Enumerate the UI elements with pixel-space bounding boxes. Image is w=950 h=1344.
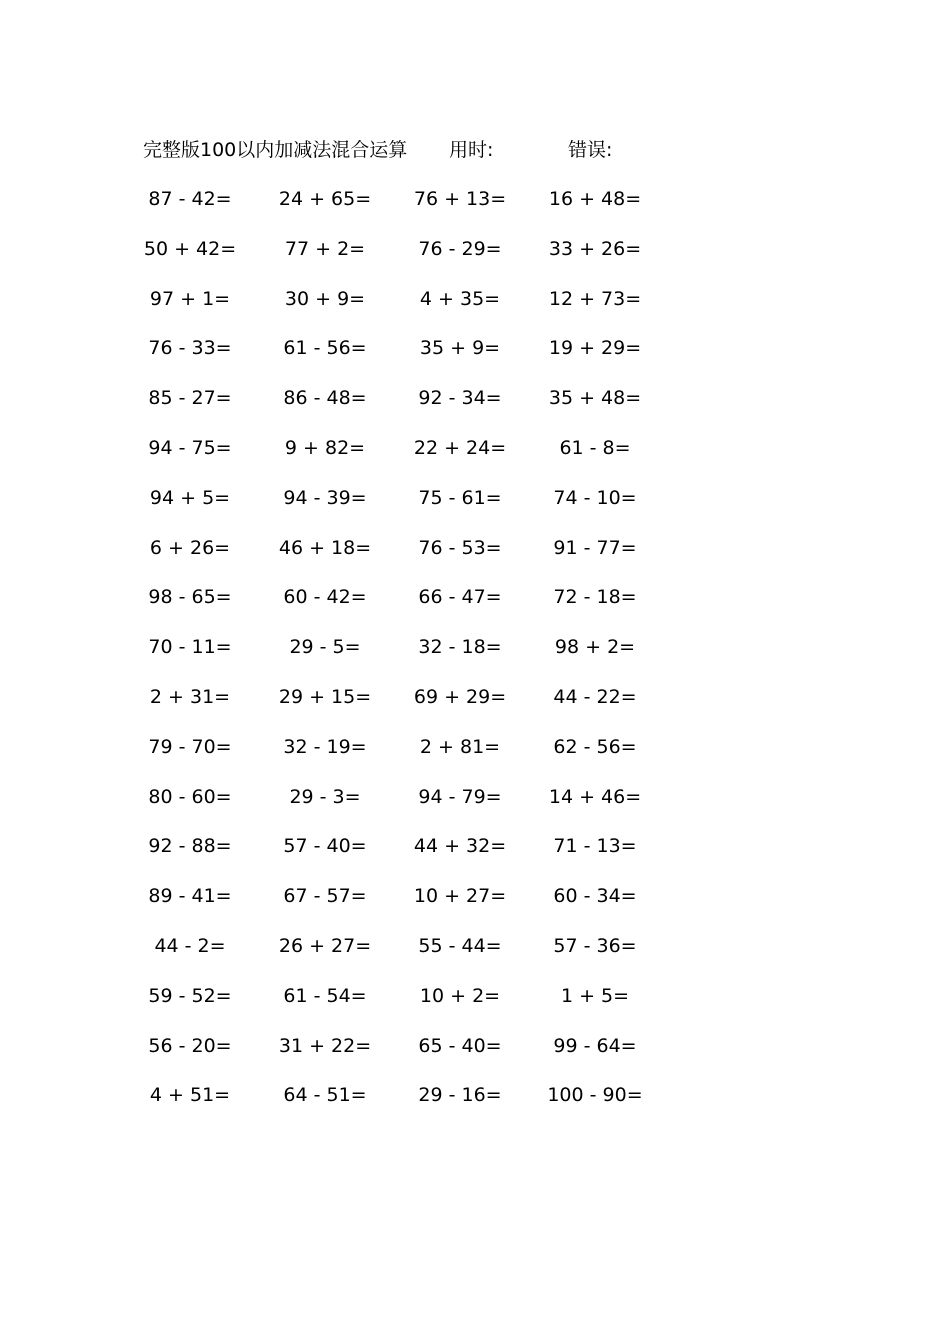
problem-item: 33 + 26= [548, 237, 642, 260]
problem-item: 89 - 41= [148, 885, 232, 908]
problem-item: 32 - 18= [418, 636, 502, 659]
problem-item: 61 - 56= [283, 337, 367, 360]
problem-item: 24 + 65= [278, 188, 372, 210]
problem-item: 16 + 48= [548, 188, 642, 210]
problem-item: 35 + 48= [548, 387, 642, 410]
problem-item: 31 + 22= [278, 1034, 372, 1057]
problem-item: 64 - 51= [283, 1084, 367, 1107]
problem-item: 97 + 1= [149, 287, 231, 310]
problem-item: 57 - 36= [553, 934, 637, 957]
problem-item: 94 - 75= [148, 436, 232, 459]
problem-item: 60 - 42= [283, 586, 367, 609]
problem-item: 56 - 20= [148, 1034, 232, 1057]
problem-item: 75 - 61= [418, 486, 502, 509]
problem-row [143, 1081, 663, 1131]
problem-item: 76 + 13= [413, 188, 507, 210]
problem-grid [143, 185, 663, 1131]
problem-item: 9 + 82= [284, 436, 366, 459]
problem-item: 30 + 9= [284, 287, 366, 310]
problem-item: 35 + 9= [419, 337, 501, 360]
problem-item: 1 + 5= [560, 984, 630, 1007]
problem-item: 80 - 60= [148, 785, 232, 808]
problem-item: 55 - 44= [418, 934, 502, 957]
problem-row [143, 683, 663, 733]
problem-item: 91 - 77= [553, 536, 637, 559]
problem-row [143, 583, 663, 633]
problem-item: 100 - 90= [547, 1084, 643, 1107]
problem-item: 19 + 29= [548, 337, 642, 360]
problem-item: 2 + 31= [149, 685, 231, 708]
problem-item: 94 - 79= [418, 785, 502, 808]
problem-item: 6 + 26= [149, 536, 231, 559]
errors-label: 错误: [568, 139, 613, 161]
problem-item: 29 + 15= [278, 685, 372, 708]
problem-item: 76 - 53= [418, 536, 502, 559]
problem-item: 26 + 27= [278, 934, 372, 957]
problem-item: 4 + 51= [149, 1084, 231, 1107]
problem-item: 57 - 40= [283, 835, 367, 858]
problem-item: 62 - 56= [553, 735, 637, 758]
problem-row [143, 235, 663, 285]
problem-item: 29 - 16= [418, 1084, 502, 1107]
problem-row [143, 185, 663, 235]
problem-row [143, 384, 663, 434]
problem-row [143, 882, 663, 932]
problem-item: 76 - 33= [148, 337, 232, 360]
problem-item: 74 - 10= [553, 486, 637, 509]
problem-item: 71 - 13= [553, 835, 637, 858]
problem-row [143, 733, 663, 783]
problem-item: 99 - 64= [553, 1034, 637, 1057]
problem-item: 44 + 32= [413, 835, 507, 858]
problem-row [143, 932, 663, 982]
problem-item: 94 + 5= [149, 486, 231, 509]
problem-row [143, 334, 663, 384]
problem-item: 44 - 2= [154, 934, 226, 957]
problem-item: 12 + 73= [548, 287, 642, 310]
problem-item: 29 - 5= [289, 636, 361, 659]
problem-row [143, 285, 663, 335]
problem-item: 59 - 52= [148, 984, 232, 1007]
problem-item: 22 + 24= [413, 436, 507, 459]
problem-item: 32 - 19= [283, 735, 367, 758]
problem-item: 10 + 2= [419, 984, 501, 1007]
problem-row [143, 783, 663, 833]
problem-item: 46 + 18= [278, 536, 372, 559]
problem-row [143, 534, 663, 584]
problem-item: 72 - 18= [553, 586, 637, 609]
time-used-label: 用时: [449, 139, 494, 161]
worksheet-title: 完整版100以内加减法混合运算 [143, 139, 408, 161]
problem-item: 66 - 47= [418, 586, 502, 609]
problem-item: 87 - 42= [148, 188, 232, 210]
problem-item: 76 - 29= [418, 237, 502, 260]
problem-row [143, 434, 663, 484]
problem-item: 67 - 57= [283, 885, 367, 908]
problem-row [143, 982, 663, 1032]
problem-row [143, 832, 663, 882]
problem-item: 85 - 27= [148, 387, 232, 410]
problem-item: 65 - 40= [418, 1034, 502, 1057]
problem-item: 98 - 65= [148, 586, 232, 609]
problem-row [143, 1032, 663, 1082]
problem-item: 61 - 54= [283, 984, 367, 1007]
problem-item: 44 - 22= [553, 685, 637, 708]
problem-item: 92 - 88= [148, 835, 232, 858]
problem-item: 60 - 34= [553, 885, 637, 908]
problem-item: 79 - 70= [148, 735, 232, 758]
problem-item: 86 - 48= [283, 387, 367, 410]
problem-item: 2 + 81= [419, 735, 501, 758]
problem-item: 14 + 46= [548, 785, 642, 808]
problem-item: 98 + 2= [554, 636, 636, 659]
problem-item: 92 - 34= [418, 387, 502, 410]
problem-item: 94 - 39= [283, 486, 367, 509]
problem-item: 69 + 29= [413, 685, 507, 708]
problem-item: 70 - 11= [148, 636, 232, 659]
problem-item: 61 - 8= [559, 436, 631, 459]
problem-item: 29 - 3= [289, 785, 361, 808]
problem-row [143, 633, 663, 683]
problem-item: 10 + 27= [413, 885, 507, 908]
problem-item: 4 + 35= [419, 287, 501, 310]
problem-row [143, 484, 663, 534]
problem-item: 77 + 2= [284, 237, 366, 260]
problem-item: 50 + 42= [143, 237, 237, 260]
